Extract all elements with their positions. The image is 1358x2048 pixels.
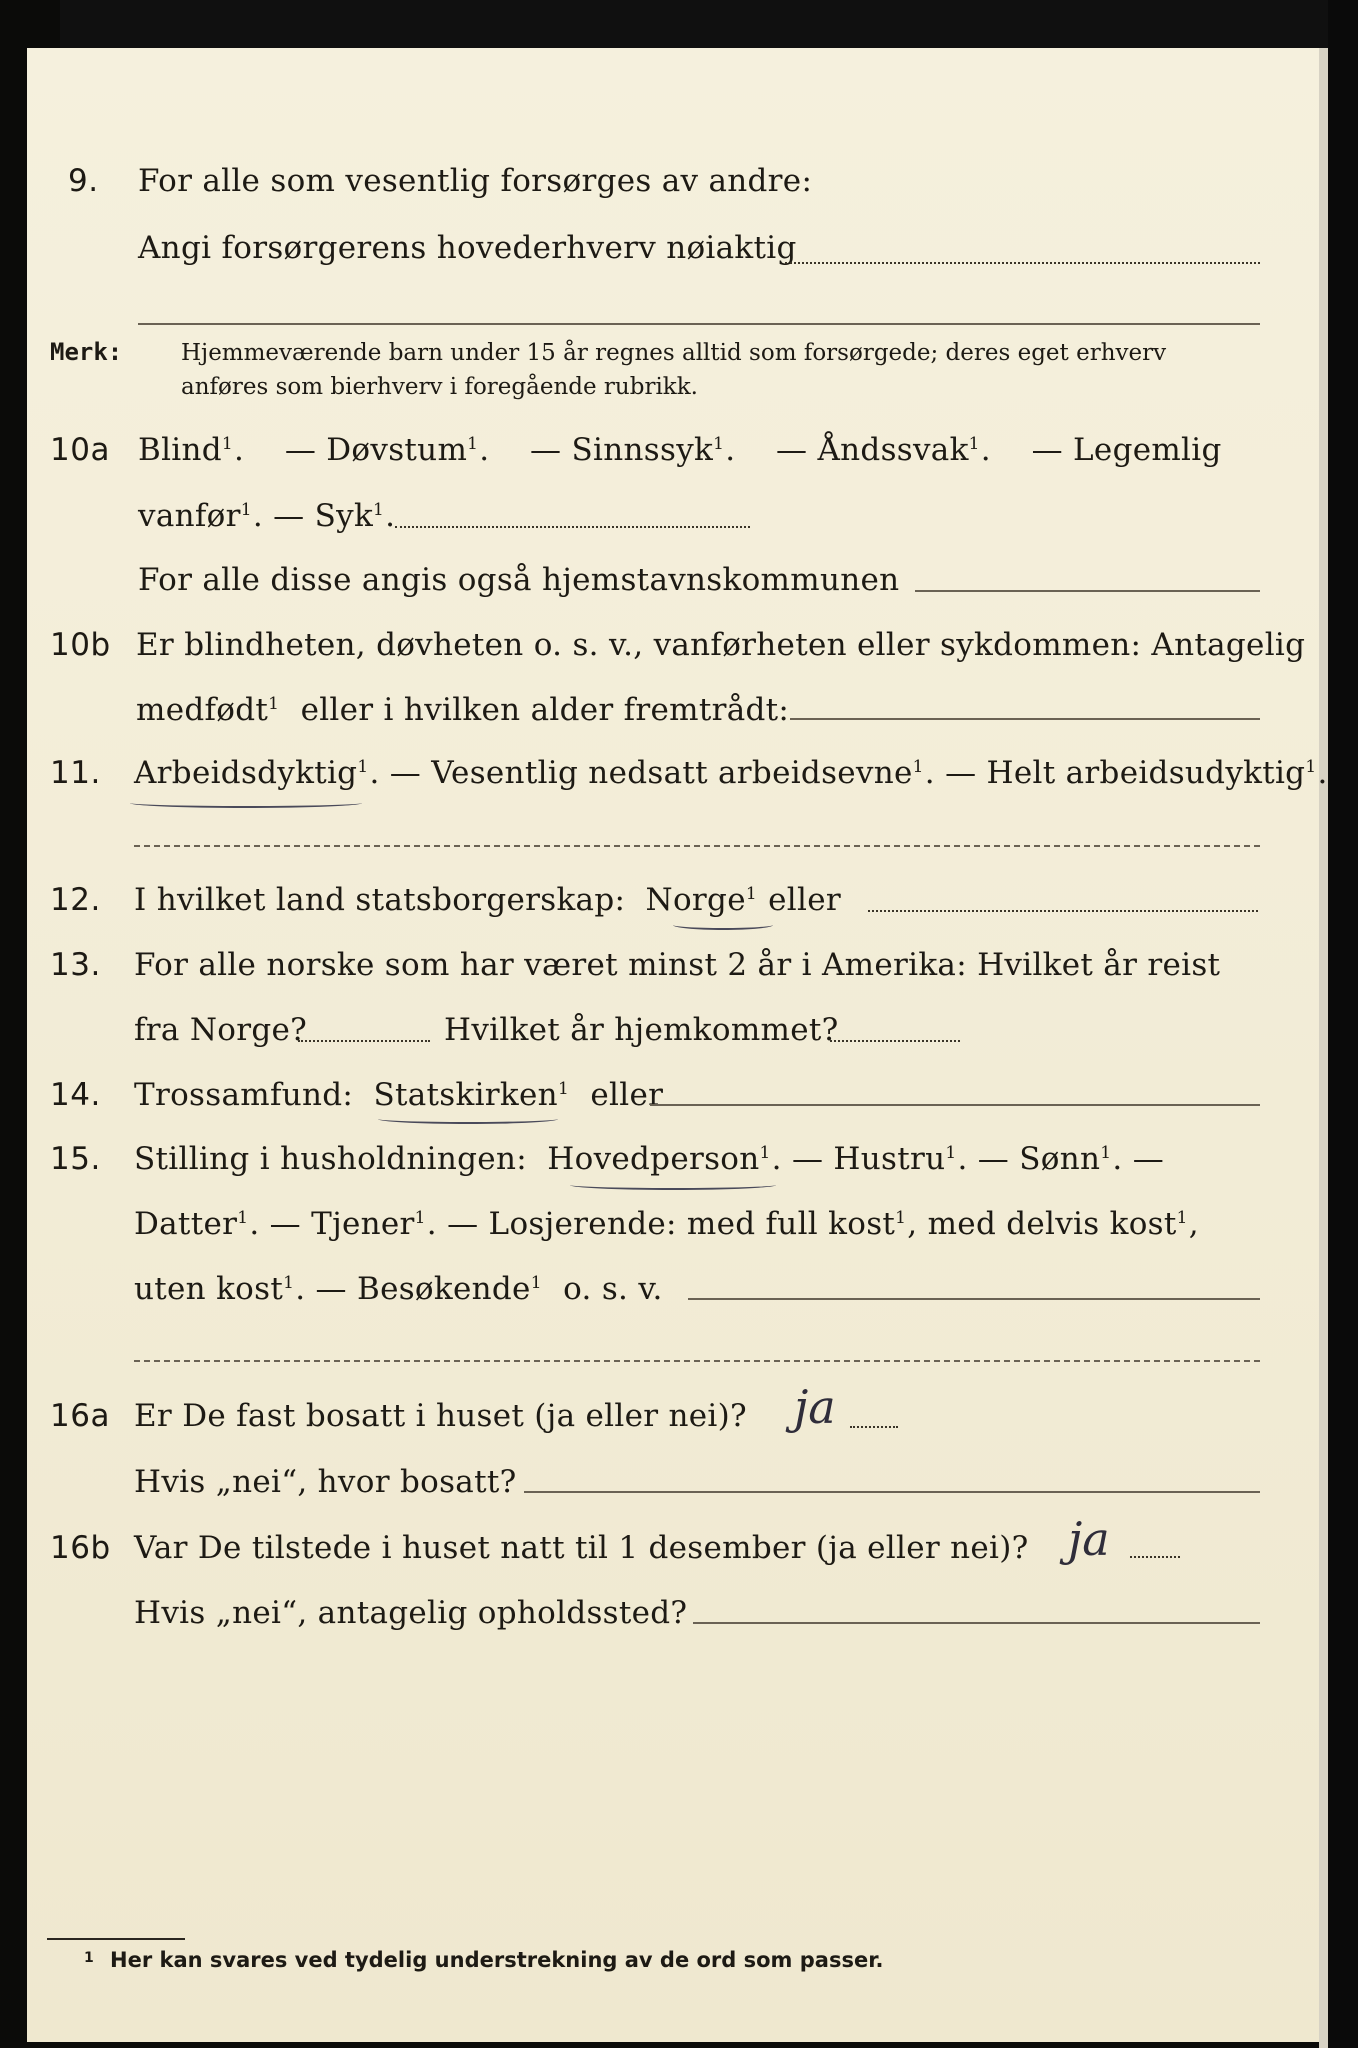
q13-line1: For alle norske som har været minst 2 år i Amerika: Hvilket år reist <box>134 947 1221 983</box>
q14-line: Trossamfund: Statskirken$^1$ eller <box>134 1077 664 1113</box>
opt-legemlig: — Legemlig <box>1031 432 1222 468</box>
scan-right-border <box>1328 0 1358 2048</box>
q15-handwritten-underline <box>570 1180 776 1190</box>
q14-post: eller <box>590 1077 664 1113</box>
opt-arbeidsdyktig: Arbeidsdyktig <box>134 755 358 791</box>
q16b-line1: Var De tilstede i huset natt til 1 desember (ja eller nei)? <box>134 1530 1029 1566</box>
opt-dovstum: — Døvstum <box>284 432 468 468</box>
q16b-opholdssted-line <box>693 1622 1260 1624</box>
q14-handwritten-underline <box>378 1114 558 1124</box>
opt-vanfor: vanfør <box>138 498 241 534</box>
q11-line: Arbeidsdyktig$^1$. — Vesentlig nedsatt arbeidsevne$^1$. — Helt arbeidsudyktig$^1$. <box>134 755 1328 791</box>
q13-reist: fra Norge? <box>134 1012 308 1048</box>
q10a-syk-line <box>395 526 750 528</box>
q9-number: 9. <box>68 163 99 199</box>
opt-norge: Norge <box>645 882 746 918</box>
q11-extra-line <box>134 845 1260 847</box>
q16a-number: 16a <box>50 1398 110 1434</box>
opt-statskirken: Statskirken <box>373 1077 558 1113</box>
q12-pre: I hvilket land statsborgerskap: <box>134 882 626 918</box>
opt-besokende: . — Besøkende <box>295 1271 531 1307</box>
opt-hovedperson: Hovedperson <box>547 1141 760 1177</box>
opt-tjener: . — Tjener <box>249 1206 415 1242</box>
q16a-handwritten-answer: ja <box>794 1380 836 1434</box>
opt-hustru: . — Hustru <box>771 1141 946 1177</box>
q10a-line2: vanfør$^1$. — Syk$^1$. <box>138 498 396 534</box>
q10a-number: 10a <box>50 432 110 468</box>
q16b-answer-line <box>1130 1556 1180 1558</box>
q16b-handwritten-answer: ja <box>1068 1512 1110 1566</box>
q13-hjemkommet: Hvilket år hjemkommet? <box>444 1012 839 1048</box>
q9-line1: For alle som vesentlig forsørges av andre: <box>138 163 813 199</box>
q13-number: 13. <box>50 947 101 983</box>
q10b-line2: medfødt$^1$ eller i hvilken alder fremtrådt: <box>136 692 790 728</box>
q16a-line2: Hvis „nei“, hvor bosatt? <box>134 1464 517 1500</box>
q16a-bosatt-line <box>524 1491 1260 1493</box>
q16a-answer-line <box>850 1426 898 1428</box>
merk-label: Merk: <box>50 338 123 366</box>
opt-blind: Blind <box>138 432 222 468</box>
q15-pre: Stilling i husholdningen: <box>134 1141 527 1177</box>
footnote-text: Her kan svares ved tydelig understrekning av de ord som passer. <box>110 1948 884 1972</box>
q12-number: 12. <box>50 882 101 918</box>
q16a-line1: Er De fast bosatt i huset (ja eller nei)? <box>134 1398 747 1434</box>
q10a-answer-line <box>915 590 1260 592</box>
q10b-answer-line <box>790 718 1260 720</box>
opt-losjerende-delvis: , med delvis kost <box>907 1206 1177 1242</box>
q14-number: 14. <box>50 1077 101 1113</box>
opt-nedsatt: . — Vesentlig nedsatt arbeidsevne <box>369 755 913 791</box>
opt-losjerende-full: . — Losjerende: med full kost <box>426 1206 896 1242</box>
merk-line2: anføres som bierhverv i foregående rubrikk. <box>181 374 698 400</box>
q14-pre: Trossamfund: <box>134 1077 354 1113</box>
q9-answer-line <box>785 262 1260 264</box>
q15-line2: Datter$^1$. — Tjener$^1$. — Losjerende: med full kost$^1$, med delvis kost$^1$, <box>134 1206 1199 1242</box>
opt-uten-kost: uten kost <box>134 1271 284 1307</box>
opt-udyktig: . — Helt arbeidsudyktig <box>924 755 1306 791</box>
q12-post: eller <box>768 882 841 918</box>
q11-number: 11. <box>50 755 101 791</box>
q9-line2: Angi forsørgerens hovederhverv nøiaktig <box>138 230 797 266</box>
q16b-line2: Hvis „nei“, antagelig opholdssted? <box>134 1595 688 1631</box>
opt-sonn: . — Sønn <box>957 1141 1101 1177</box>
q12-answer-line <box>868 910 1258 912</box>
opt-sinnssyk: — Sinnssyk <box>530 432 714 468</box>
q12-handwritten-underline <box>673 920 773 930</box>
q15-extra-line <box>134 1360 1260 1362</box>
q15-line3: uten kost$^1$. — Besøkende$^1$ o. s. v. <box>134 1271 663 1307</box>
q11-handwritten-underline <box>130 798 362 808</box>
q13-hjemkommet-line <box>830 1040 960 1042</box>
q10a-line3: For alle disse angis også hjemstavnskommunen <box>138 562 900 598</box>
q13-reist-line <box>298 1040 430 1042</box>
q15-line1: Stilling i husholdningen: Hovedperson$^1$. — Hustru$^1$. — Sønn$^1$. — <box>134 1141 1165 1177</box>
footnote-rule <box>47 1938 185 1940</box>
merk-line1: Hjemmeværende barn under 15 år regnes alltid som forsørgede; deres eget erhverv <box>181 340 1167 366</box>
q10b-line1: Er blindheten, døvheten o. s. v., vanførheten eller sykdommen: Antagelig <box>136 627 1306 663</box>
q14-answer-line <box>650 1104 1260 1106</box>
q15-answer-line <box>688 1298 1260 1300</box>
q13-line2 <box>134 1012 307 1048</box>
opt-andssvak: — Åndssvak <box>776 432 969 468</box>
opt-datter: Datter <box>134 1206 238 1242</box>
footnote-mark: 1 <box>84 1950 94 1966</box>
q10a-line1: Blind$^1$. — Døvstum$^1$. — Sinnssyk$^1$. — Åndssvak$^1$. — Legemlig <box>138 432 1222 468</box>
q16b-number: 16b <box>50 1530 111 1566</box>
q10b-number: 10b <box>50 627 111 663</box>
q9-extra-line <box>138 323 1260 325</box>
opt-syk: — Syk <box>273 498 374 534</box>
q10b-line2-rest: eller i hvilken alder fremtrådt: <box>300 692 790 728</box>
scan-top-border <box>60 0 1340 48</box>
opt-medfodt: medfødt <box>136 692 269 728</box>
q12-line: I hvilket land statsborgerskap: Norge$^1$ eller <box>134 882 841 918</box>
q15-number: 15. <box>50 1141 101 1177</box>
